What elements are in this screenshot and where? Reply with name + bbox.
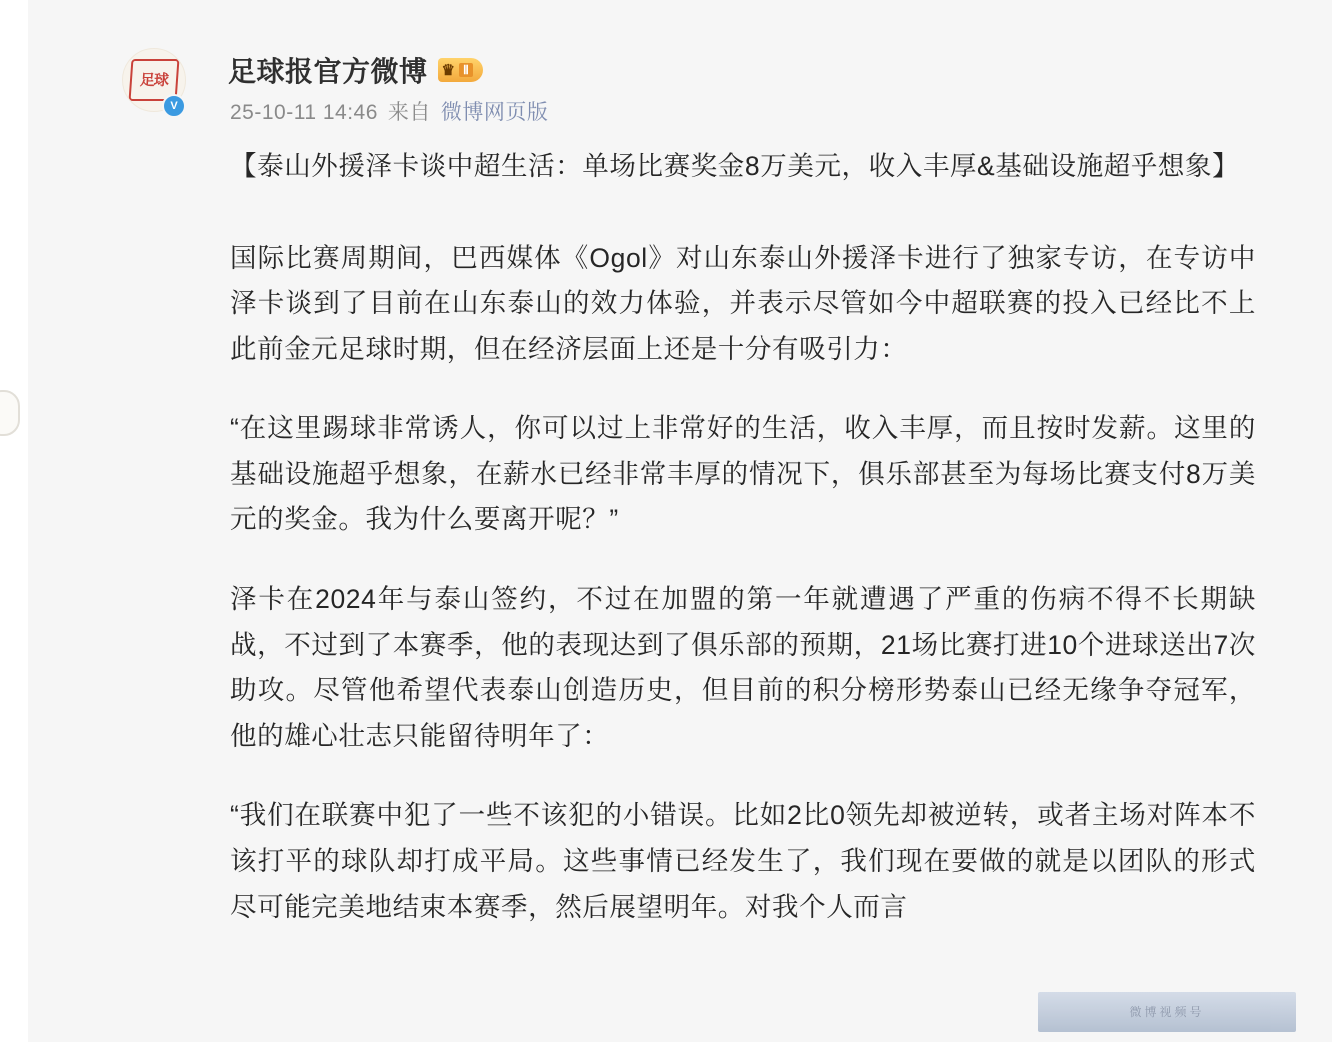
post-container bbox=[28, 0, 1332, 930]
post-paragraph-2: “在这里踢球非常诱人，你可以过上非常好的生活，收入丰厚，而且按时发薪。这里的基础设施超乎想象，在薪水已经非常丰厚的情况下，俱乐部甚至为每场比赛支付8万美元的奖金。我为什么要离开呢？” bbox=[230, 413, 1256, 535]
verified-badge-icon: V bbox=[162, 94, 186, 118]
author-row bbox=[228, 50, 483, 90]
post-source-link[interactable]: 微博网页版 bbox=[440, 101, 549, 124]
avatar-logo-text: 足球 bbox=[129, 59, 180, 101]
post-paragraph-3: 泽卡在2024年与泰山签约，不过在加盟的第一年就遭遇了严重的伤病不得不长期缺战，不过到了本赛季，他的表现达到了俱乐部的预期，21场比赛打进10个进球送出7次助攻。尽管他希望代表泰山创造历史，但目前的积分榜形势泰山已经无缘争夺冠军，他的雄心壮志只能留待明年了： bbox=[230, 584, 1256, 751]
avatar-wrapper[interactable] bbox=[122, 48, 188, 114]
author-nickname[interactable]: 足球报官方微博 bbox=[228, 56, 428, 87]
post-paragraph-title: 【泰山外援泽卡谈中超生活：单场比赛奖金8万美元，收入丰厚&基础设施超乎想象】 bbox=[230, 151, 1240, 181]
post-header bbox=[80, 22, 1292, 124]
edge-decoration bbox=[0, 390, 20, 436]
post-source-prefix: 来自 bbox=[387, 101, 431, 124]
weibo-post-card bbox=[28, 0, 1332, 1042]
post-timestamp: 25-10-11 14:46 bbox=[230, 101, 378, 124]
video-watermark bbox=[1038, 992, 1296, 1032]
left-gutter bbox=[0, 0, 28, 1042]
member-level-label: Ⅱ bbox=[459, 63, 473, 77]
post-meta bbox=[230, 96, 548, 126]
post-body bbox=[80, 144, 1292, 930]
post-paragraph-4: “我们在联赛中犯了一些不该犯的小错误。比如2比0领先却被逆转，或者主场对阵本不该打平的球队却打成平局。这些事情已经发生了，我们现在要做的就是以团队的形式尽可能完美地结束本赛季，然后展望明年。对我个人而言 bbox=[230, 800, 1256, 922]
member-level-badge[interactable] bbox=[438, 58, 483, 82]
post-paragraph-1: 国际比赛周期间，巴西媒体《Ogol》对山东泰山外援泽卡进行了独家专访，在专访中泽卡谈到了目前在山东泰山的效力体验，并表示尽管如今中超联赛的投入已经比不上此前金元足球时期，但在经济层面上还是十分有吸引力： bbox=[230, 242, 1256, 364]
video-watermark-text: 微博视频号 bbox=[1129, 1005, 1205, 1019]
crown-icon: ♛ bbox=[441, 61, 455, 79]
